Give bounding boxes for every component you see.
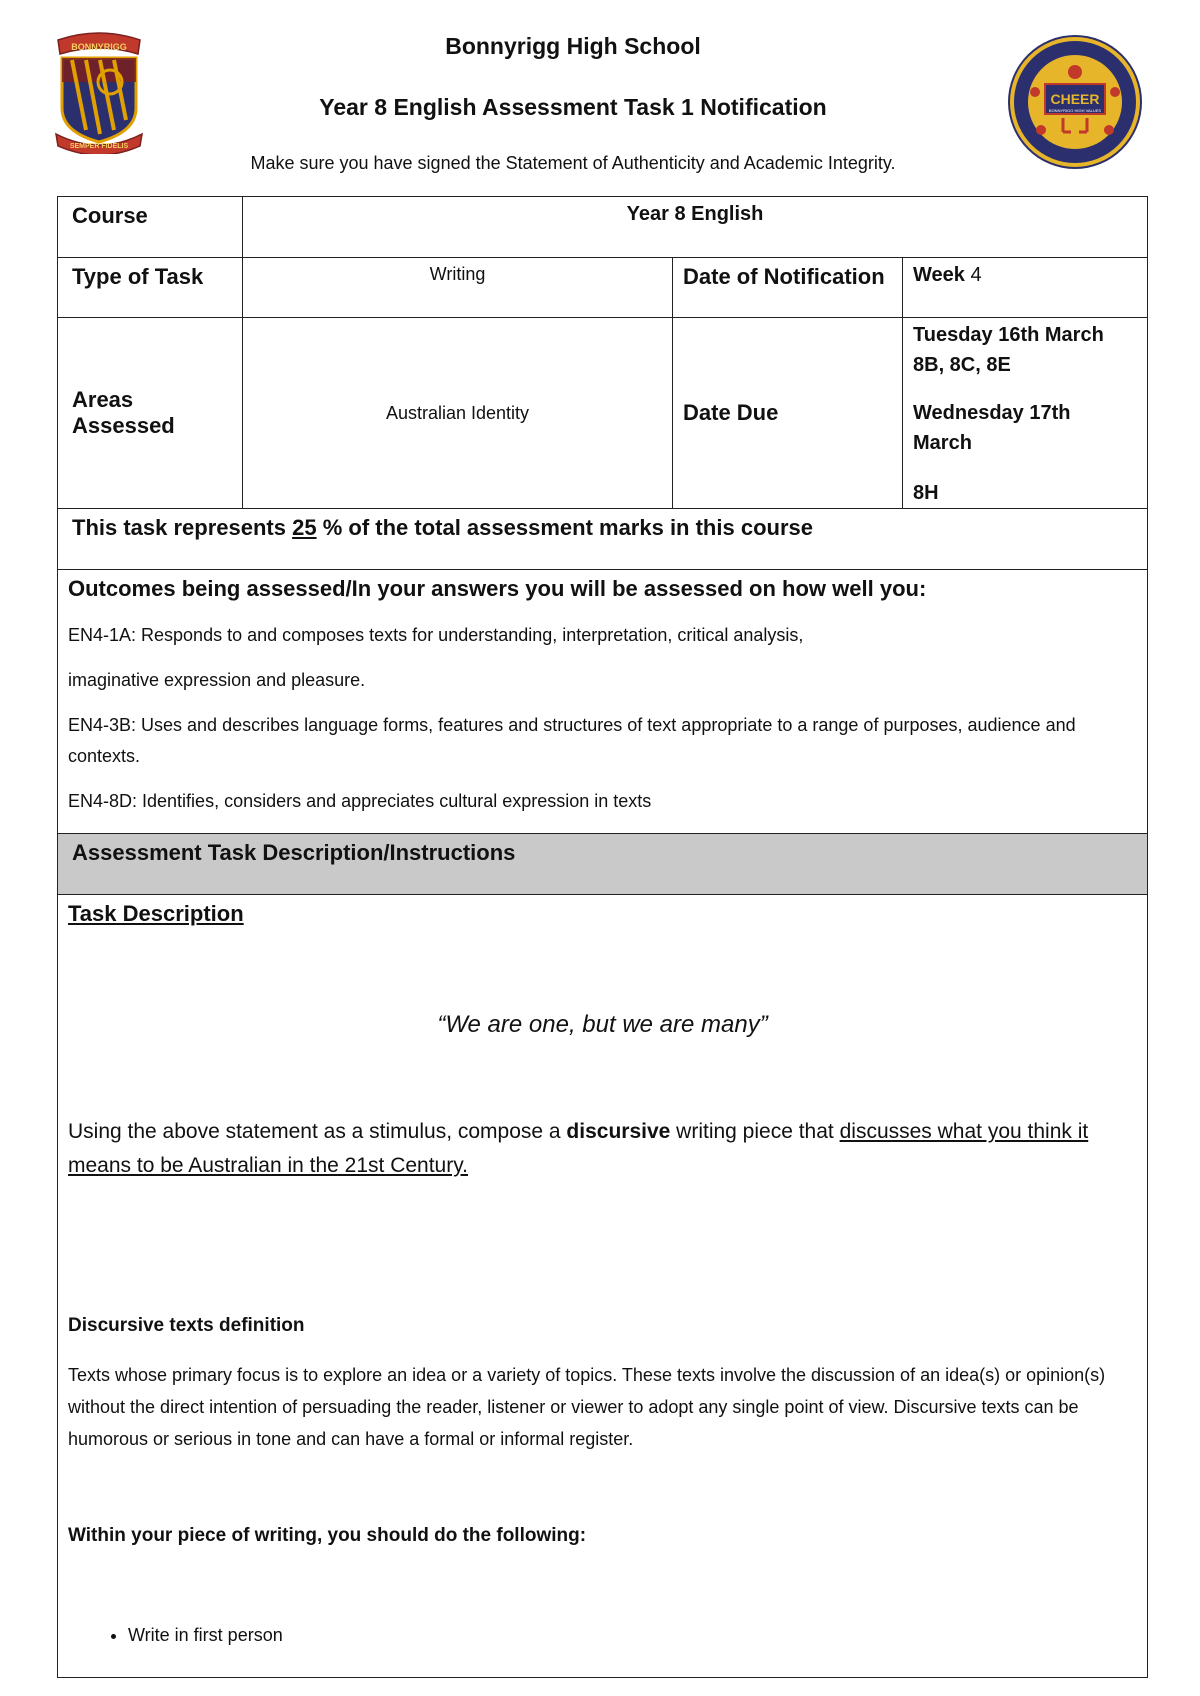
badge-subtext: BONNYRIGG HIGH VALUES (1048, 108, 1102, 113)
definition-heading: Discursive texts definition (68, 1315, 305, 1336)
stimulus-quote: “We are one, but we are many” (437, 1011, 768, 1038)
cheer-values-badge (1005, 32, 1145, 172)
document-header (0, 0, 1200, 195)
document-title: Year 8 English Assessment Task 1 Notification (319, 94, 827, 120)
due-dates (913, 318, 1133, 508)
weighting-percent: 25 (292, 515, 317, 540)
course-label-cell (58, 197, 243, 258)
stimulus-text-b: writing piece that (670, 1120, 840, 1143)
weighting-cell (58, 509, 1148, 570)
task-type-label-cell (58, 258, 243, 318)
stimulus-bold: discursive (566, 1120, 671, 1143)
definition-text: Texts whose primary focus is to explore an idea or a variety of topics. These texts involve the discussion of an idea(s) or opinion(s) without the direct intention of persuading the reader, listener or viewer to adopt any single point of view. Discursive texts can be humorous or serious in tone and can have a formal or informal register. (68, 1365, 1106, 1449)
notification-label: Date of Notification (683, 264, 885, 289)
task-type-value-cell (243, 258, 673, 318)
areas-label: Areas Assessed (72, 387, 175, 438)
assessment-notification-table (57, 196, 1148, 1678)
weighting-suffix: % of the total assessment marks in this course (316, 515, 813, 540)
outcome-item: imaginative expression and pleasure. (68, 670, 366, 690)
due-value-cell (903, 318, 1148, 509)
badge-cheer-text: CHEER (1050, 91, 1100, 107)
due-date-1: Tuesday 16th March (913, 324, 1104, 346)
notification-week: Week (913, 264, 965, 286)
outcomes-row (58, 570, 1148, 834)
stimulus-underlined: discusses what you think it means to be Australian in the 21st Century. (68, 1120, 1089, 1177)
task-type-row (58, 258, 1148, 318)
integrity-note: Make sure you have signed the Statement of Authenticity and Academic Integrity. (250, 153, 896, 173)
areas-row (58, 318, 1148, 509)
task-type-label: Type of Task (72, 264, 204, 289)
course-value-cell (243, 197, 1148, 258)
task-description-heading: Task Description (68, 901, 244, 926)
stimulus-text-a: Using the above statement as a stimulus, compose a (68, 1120, 567, 1143)
requirements-list (68, 1625, 1137, 1646)
requirement-item: • Write in first person (128, 1625, 1137, 1646)
assessment-header-row (58, 834, 1148, 895)
notification-week-number: 4 (964, 264, 982, 286)
weighting-prefix: This task represents (72, 515, 293, 540)
notification-value-cell (903, 258, 1148, 318)
due-label: Date Due (683, 400, 779, 425)
notification-label-cell (673, 258, 903, 318)
outcome-item: EN4-8D: Identifies, considers and appreciates cultural expression in texts (68, 791, 652, 811)
due-classes-2: 8H (913, 482, 939, 504)
crest-motto-text: SEMPER FIDELIS (69, 143, 129, 150)
outcome-item: EN4-3B: Uses and describes language forms, features and structures of text appropriate to a range of purposes, audience and contexts. (68, 715, 1076, 766)
course-value: Year 8 English (626, 203, 764, 225)
outcomes-heading: Outcomes being assessed/In your answers you will be assessed on how well you: (68, 576, 927, 601)
task-description-row (58, 895, 1148, 1678)
course-label: Course (72, 203, 148, 228)
task-instructions (68, 1115, 1137, 1183)
outcomes-cell (58, 570, 1148, 834)
areas-value: Australian Identity (385, 402, 530, 423)
within-heading: Within your piece of writing, you should do the following: (68, 1525, 587, 1546)
task-description-cell (58, 895, 1148, 1678)
due-date-2: Wednesday 17th March (913, 402, 1071, 454)
due-classes-1: 8B, 8C, 8E (913, 354, 1011, 376)
areas-label-cell (58, 318, 243, 509)
school-name: Bonnyrigg High School (445, 33, 701, 59)
assessment-section-title: Assessment Task Description/Instructions (72, 840, 516, 865)
crest-top-text: BONNYRIGG (71, 42, 127, 52)
task-type-value: Writing (429, 264, 486, 284)
assessment-header-cell (58, 834, 1148, 895)
areas-value-cell (243, 318, 673, 509)
course-row (58, 197, 1148, 258)
outcome-item: EN4-1A: Responds to and composes texts for understanding, interpretation, critical analysis, (68, 625, 804, 645)
weighting-row (58, 509, 1148, 570)
due-label-cell (673, 318, 903, 509)
